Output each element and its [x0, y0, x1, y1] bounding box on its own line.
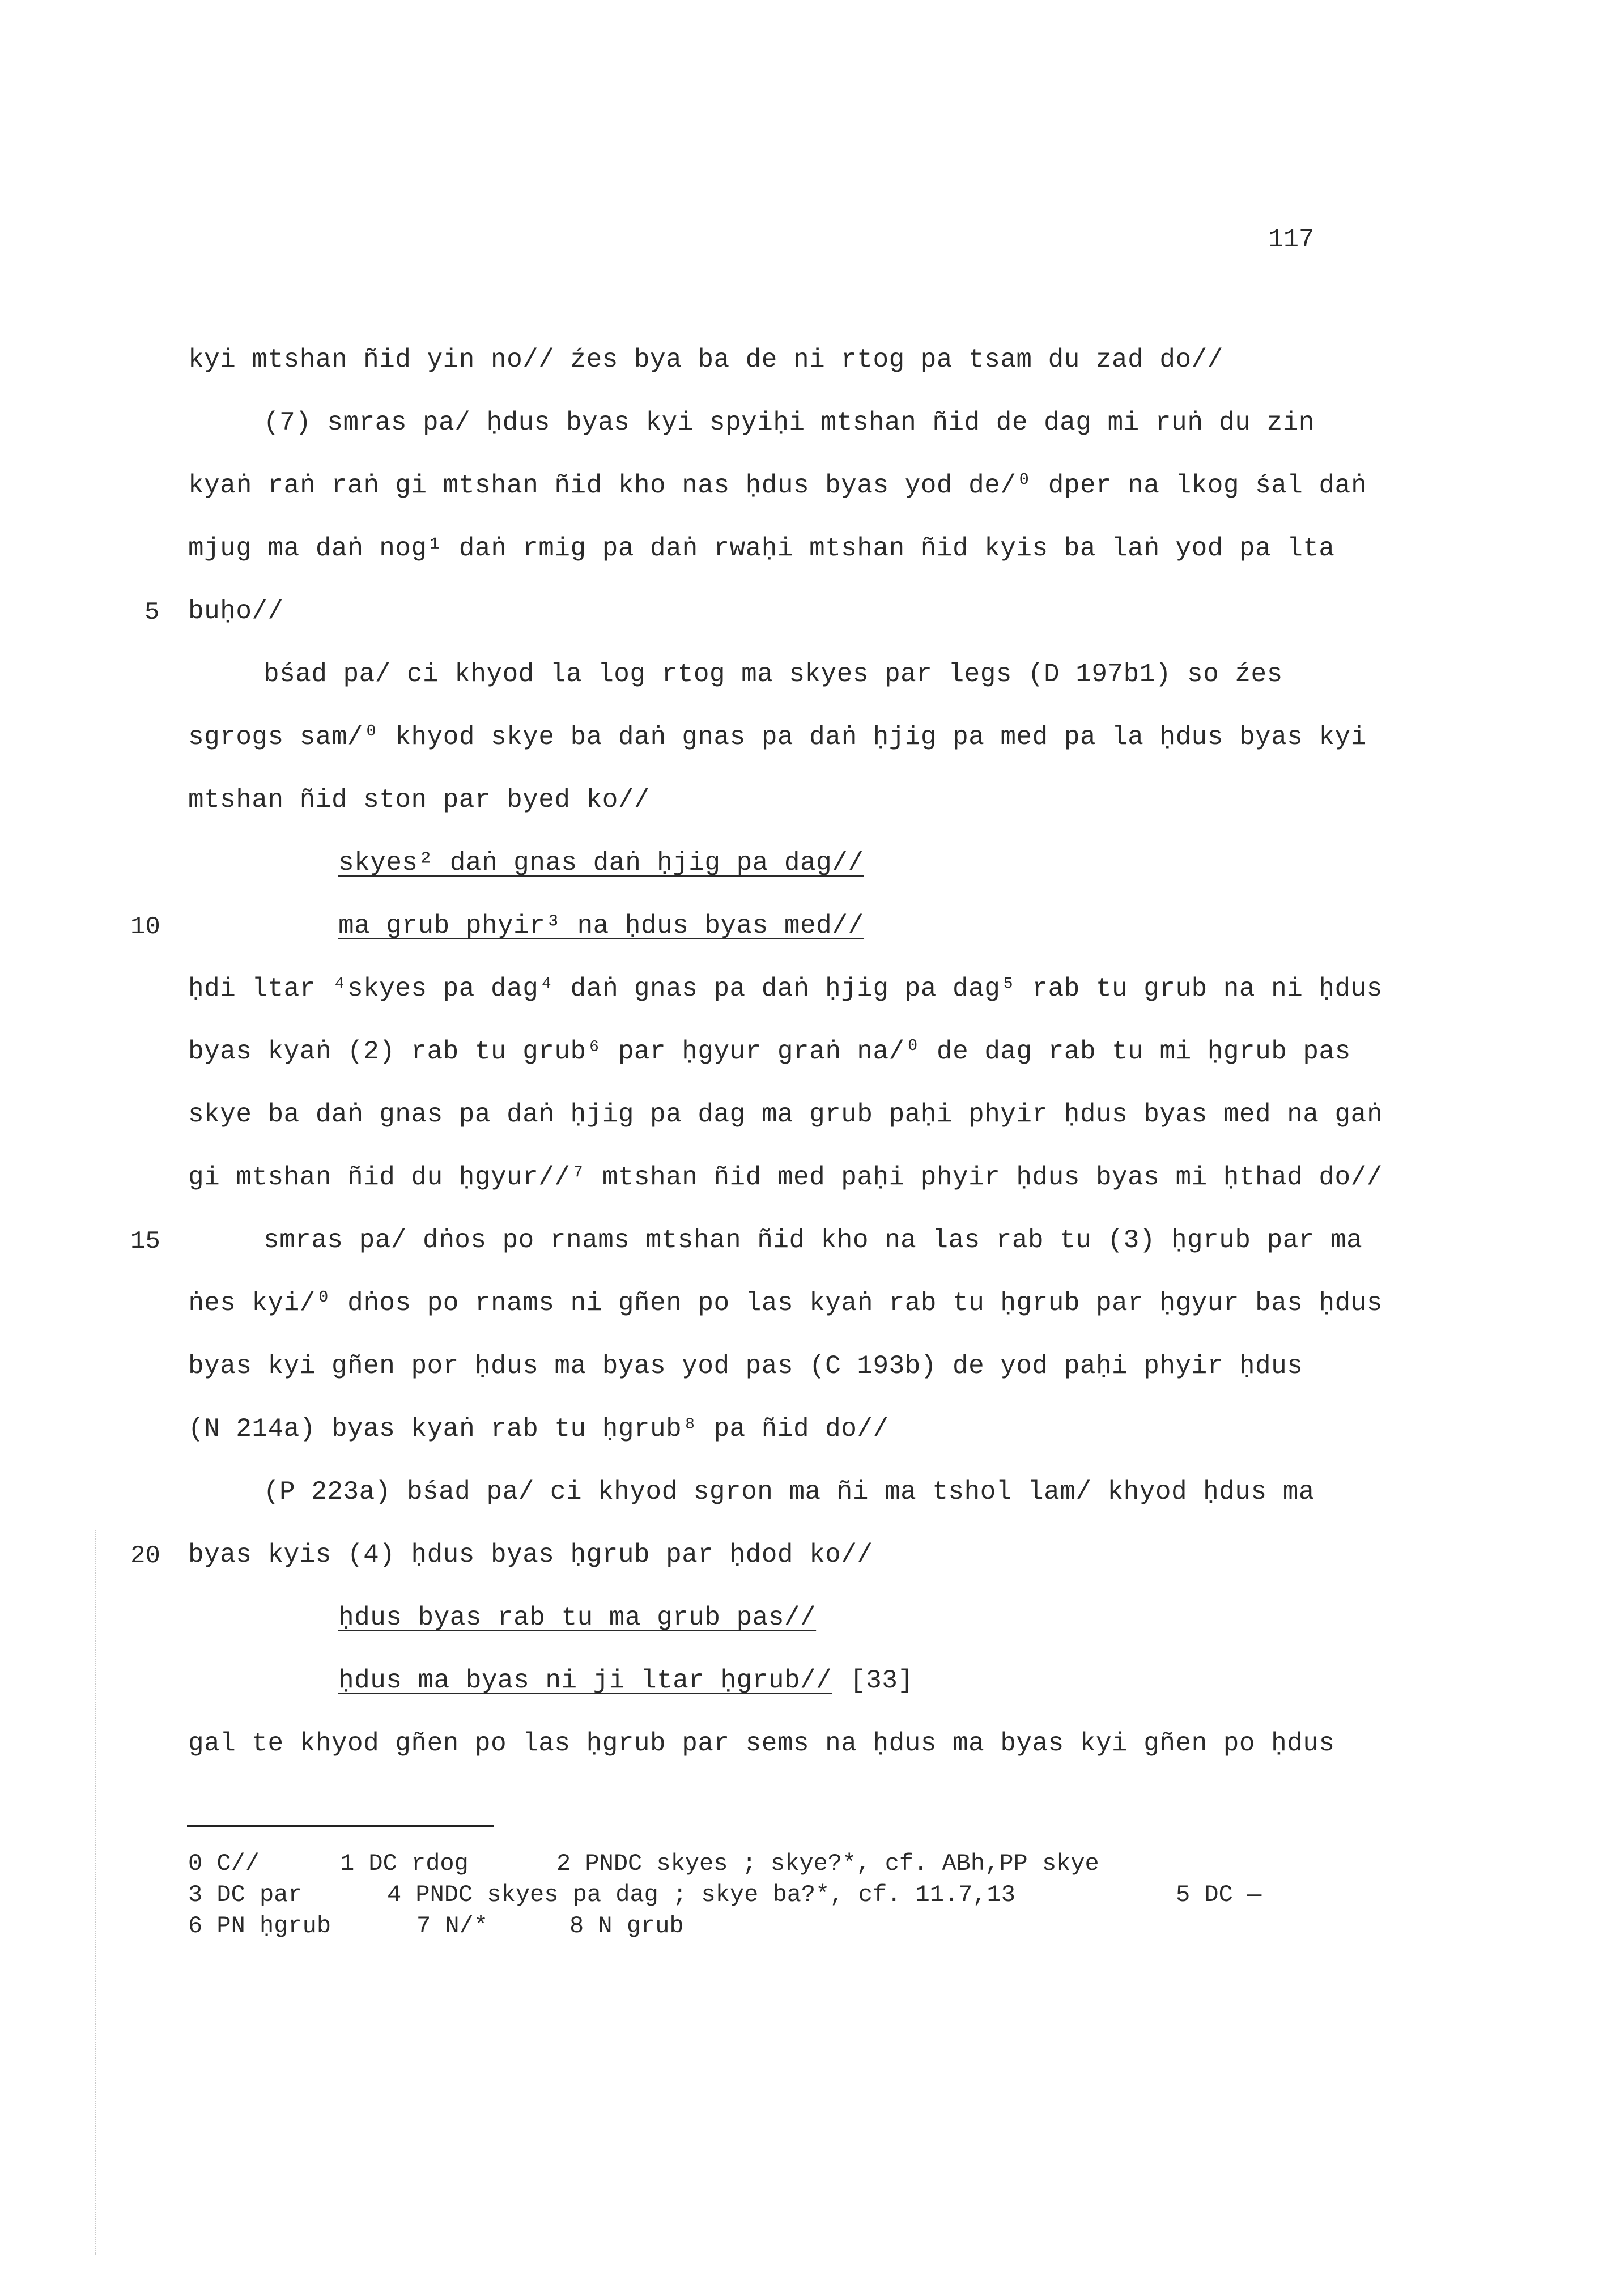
text-line-14: gi mtshan ñid du ḥgyur//⁷ mtshan ñid med paḥi phyir ḥdus byas mi ḥthad do//	[188, 1163, 1383, 1192]
text-line-13: skye ba daṅ gnas pa daṅ ḥjig pa dag ma grub paḥi phyir ḥdus byas med na gaṅ	[188, 1100, 1383, 1129]
text-line-3: kyaṅ raṅ raṅ gi mtshan ñid kho nas ḥdus byas yod de/⁰ dper na lkog śal daṅ	[188, 471, 1367, 500]
text-line-23: gal te khyod gñen po las ḥgrub par sems na ḥdus ma byas kyi gñen po ḥdus	[188, 1729, 1335, 1758]
text-line-19: (P 223a) bśad pa/ ci khyod sgron ma ñi ma tshol lam/ khyod ḥdus ma	[263, 1477, 1315, 1507]
verse-reference: [33]	[850, 1666, 914, 1695]
line-number-15: 15	[130, 1227, 160, 1256]
text-line-1: kyi mtshan ñid yin no// źes bya ba de ni rtog pa tsam du zad do//	[188, 345, 1223, 375]
footnote-2: 2 PNDC skyes ; skye?*, cf. ABh,PP skye	[556, 1850, 1099, 1877]
text-line-4: mjug ma daṅ nog¹ daṅ rmig pa daṅ rwaḥi mtshan ñid kyis ba laṅ yod pa lta	[188, 534, 1335, 563]
line-number-20: 20	[130, 1542, 160, 1570]
verse-line-1: skyes² daṅ gnas daṅ ḥjig pa dag//	[338, 848, 864, 878]
footnote-8: 8 N grub	[569, 1912, 684, 1940]
footnote-divider	[187, 1825, 494, 1827]
text-line-7: sgrogs sam/⁰ khyod skye ba daṅ gnas pa daṅ ḥjig pa med pa la ḥdus byas kyi	[188, 722, 1367, 752]
binding-edge-marks	[95, 1530, 96, 2255]
text-line-6: bśad pa/ ci khyod la log rtog ma skyes par legs (D 197b1) so źes	[263, 660, 1283, 689]
text-line-15: smras pa/ dṅos po rnams mtshan ñid kho na las rab tu (3) ḥgrub par ma	[263, 1226, 1363, 1255]
text-line-16: ṅes kyi/⁰ dṅos po rnams ni gñen po las kyaṅ rab tu ḥgrub par ḥgyur bas ḥdus	[188, 1289, 1383, 1318]
footnote-0: 0 C//	[188, 1850, 260, 1877]
page-number: 117	[1268, 226, 1315, 254]
verse-line-2: ma grub phyir³ na ḥdus byas med//	[338, 911, 864, 941]
text-line-20: byas kyis (4) ḥdus byas ḥgrub par ḥdod ko//	[188, 1540, 873, 1570]
text-line-18: (N 214a) byas kyaṅ rab tu ḥgrub⁸ pa ñid do//	[188, 1414, 889, 1444]
text-line-17: byas kyi gñen por ḥdus ma byas yod pas (C 193b) de yod paḥi phyir ḥdus	[188, 1351, 1303, 1381]
footnote-3: 3 DC par	[188, 1881, 303, 1908]
text-line-12: byas kyaṅ (2) rab tu grub⁶ par ḥgyur graṅ na/⁰ de dag rab tu mi ḥgrub pas	[188, 1037, 1351, 1066]
line-number-10: 10	[130, 913, 160, 941]
text-line-2: (7) smras pa/ ḥdus byas kyi spyiḥi mtshan ñid de dag mi ruṅ du zin	[263, 408, 1315, 437]
footnote-6: 6 PN ḥgrub	[188, 1912, 331, 1940]
text-line-8: mtshan ñid ston par byed ko//	[188, 785, 651, 815]
footnote-7: 7 N/*	[416, 1912, 488, 1940]
footnote-1: 1 DC rdog	[340, 1850, 469, 1877]
footnote-4: 4 PNDC skyes pa dag ; skye ba?*, cf. 11.7,13	[387, 1881, 1015, 1908]
verse-line-4: ḥdus ma byas ni ji ltar ḥgrub//	[338, 1666, 832, 1695]
verse-line-3: ḥdus byas rab tu ma grub pas//	[338, 1603, 817, 1632]
text-line-11: ḥdi ltar ⁴skyes pa dag⁴ daṅ gnas pa daṅ ḥjig pa dag⁵ rab tu grub na ni ḥdus	[188, 974, 1383, 1004]
footnote-5: 5 DC —	[1176, 1881, 1262, 1908]
text-line-5: buḥo//	[188, 597, 284, 626]
line-number-5: 5	[144, 598, 160, 627]
